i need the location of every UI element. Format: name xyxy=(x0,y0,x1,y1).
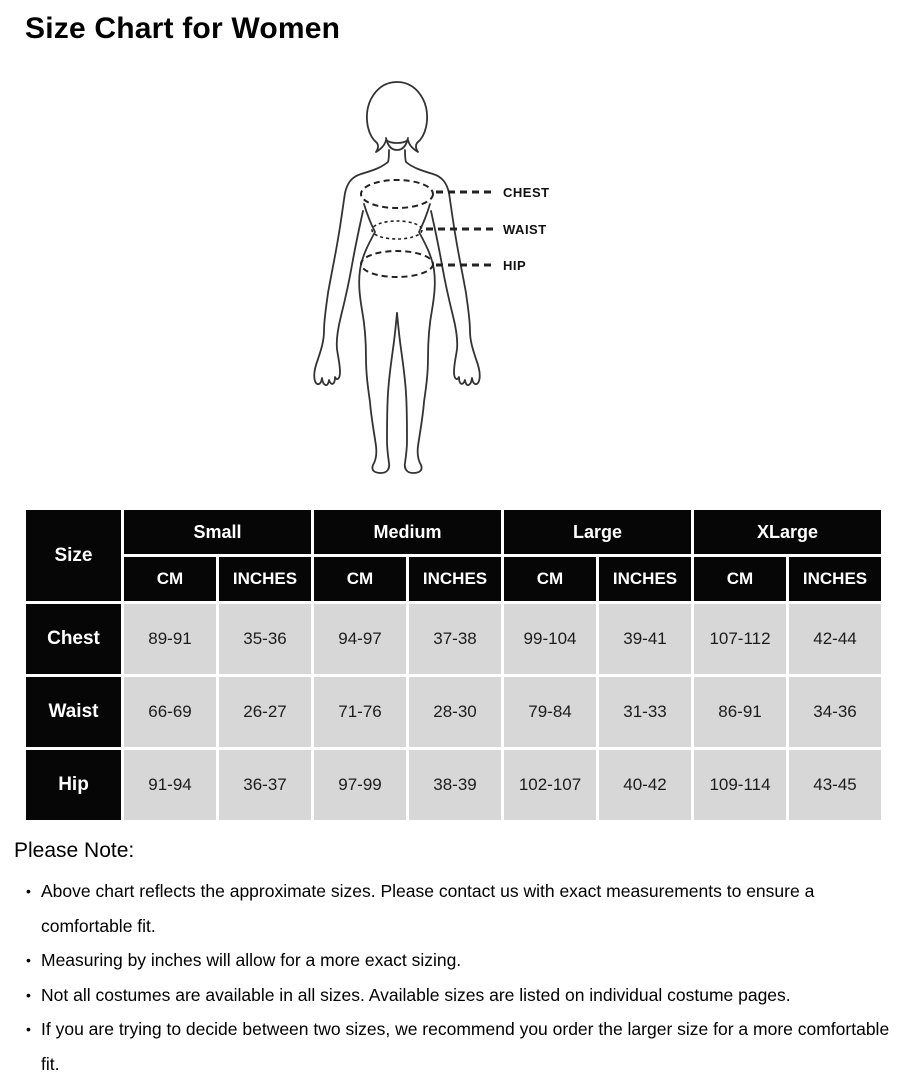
cell-chest-small-inches: 35-36 xyxy=(219,604,311,674)
note-text: If you are trying to decide between two sizes, we recommend you order the larger size for a more comfortable fit. xyxy=(41,1019,890,1074)
body-outline-illustration xyxy=(300,80,620,480)
cell-chest-small-cm: 89-91 xyxy=(124,604,216,674)
cell-waist-medium-cm: 71-76 xyxy=(314,677,406,747)
unit-header: CM xyxy=(694,557,786,601)
cell-waist-medium-inches: 28-30 xyxy=(409,677,501,747)
size-corner-header: Size xyxy=(26,510,121,601)
unit-header: INCHES xyxy=(219,557,311,601)
row-label-chest: Chest xyxy=(26,604,121,674)
unit-header: CM xyxy=(504,557,596,601)
cell-chest-xlarge-inches: 42-44 xyxy=(789,604,881,674)
note-item xyxy=(26,1012,896,1081)
notes-section xyxy=(14,836,896,1081)
unit-header: INCHES xyxy=(599,557,691,601)
cell-hip-medium-cm: 97-99 xyxy=(314,750,406,820)
hip-label: HIP xyxy=(503,258,527,273)
size-chart-table xyxy=(23,507,884,823)
row-label-hip: Hip xyxy=(26,750,121,820)
note-text: Above chart reflects the approximate sizes. Please contact us with exact measurements to ensure a comfortable fit. xyxy=(41,881,815,936)
unit-header: CM xyxy=(124,557,216,601)
group-header-medium: Medium xyxy=(314,510,501,554)
cell-waist-small-cm: 66-69 xyxy=(124,677,216,747)
cell-waist-xlarge-inches: 34-36 xyxy=(789,677,881,747)
group-header-small: Small xyxy=(124,510,311,554)
bullet-icon: • xyxy=(26,883,31,899)
cell-hip-large-inches: 40-42 xyxy=(599,750,691,820)
cell-waist-large-cm: 79-84 xyxy=(504,677,596,747)
note-item xyxy=(26,978,896,1013)
notes-heading: Please Note: xyxy=(14,839,135,862)
cell-hip-small-inches: 36-37 xyxy=(219,750,311,820)
waist-measure-ellipse xyxy=(372,221,422,239)
table-row-chest xyxy=(26,604,881,674)
cell-chest-medium-cm: 94-97 xyxy=(314,604,406,674)
cell-waist-large-inches: 31-33 xyxy=(599,677,691,747)
bullet-icon: • xyxy=(26,952,31,968)
cell-waist-xlarge-cm: 86-91 xyxy=(694,677,786,747)
cell-chest-large-cm: 99-104 xyxy=(504,604,596,674)
row-label-waist: Waist xyxy=(26,677,121,747)
waist-label: WAIST xyxy=(503,222,547,237)
cell-hip-xlarge-cm: 109-114 xyxy=(694,750,786,820)
cell-hip-medium-inches: 38-39 xyxy=(409,750,501,820)
cell-chest-medium-inches: 37-38 xyxy=(409,604,501,674)
note-text: Not all costumes are available in all sizes. Available sizes are listed on individual costume pages. xyxy=(41,984,791,1005)
group-header-large: Large xyxy=(504,510,691,554)
note-item xyxy=(26,874,896,943)
table-row-hip xyxy=(26,750,881,820)
unit-header: INCHES xyxy=(409,557,501,601)
note-text: Measuring by inches will allow for a more exact sizing. xyxy=(41,950,462,970)
unit-header: INCHES xyxy=(789,557,881,601)
cell-hip-xlarge-inches: 43-45 xyxy=(789,750,881,820)
chest-label: CHEST xyxy=(503,185,550,200)
page-title: Size Chart for Women xyxy=(25,12,341,45)
group-header-xlarge: XLarge xyxy=(694,510,881,554)
cell-waist-small-inches: 26-27 xyxy=(219,677,311,747)
note-item xyxy=(26,943,896,978)
cell-hip-large-cm: 102-107 xyxy=(504,750,596,820)
cell-chest-large-inches: 39-41 xyxy=(599,604,691,674)
hip-measure-ellipse xyxy=(361,251,433,277)
unit-header: CM xyxy=(314,557,406,601)
bullet-icon: • xyxy=(26,986,31,1003)
bullet-icon: • xyxy=(26,1021,31,1037)
measurement-figure xyxy=(300,80,620,480)
table-row-waist xyxy=(26,677,881,747)
cell-hip-small-cm: 91-94 xyxy=(124,750,216,820)
chest-measure-ellipse xyxy=(361,180,433,208)
cell-chest-xlarge-cm: 107-112 xyxy=(694,604,786,674)
